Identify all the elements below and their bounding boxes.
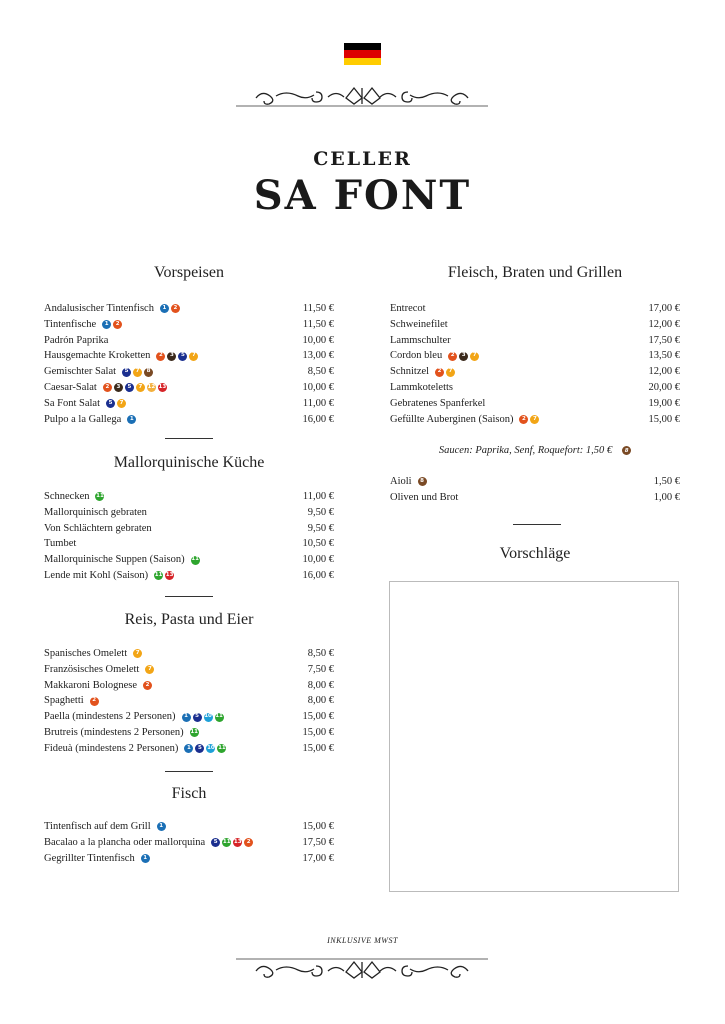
allergen-badge-icon: 2 — [103, 383, 112, 392]
menu-item-name: Mallorquinische Suppen (Saison) — [44, 554, 185, 566]
menu-item — [44, 317, 334, 333]
menu-item-name-wrap — [44, 348, 198, 364]
menu-item-name: Schweinefilet — [390, 318, 448, 330]
menu-item-name-wrap — [390, 333, 451, 349]
allergen-badges — [182, 713, 224, 722]
menu-item-name: Caesar-Salat — [44, 381, 97, 393]
menu-item-name: Sa Font Salat — [44, 397, 101, 409]
allergen-badge-icon: 5 — [211, 838, 220, 847]
menu-item-name-wrap — [44, 333, 108, 349]
menu-item-name: Cordon bleu — [390, 350, 443, 362]
menu-item-name: Lende mit Kohl (Saison) — [44, 569, 149, 581]
menu-item-price: 11,50 € — [302, 318, 334, 330]
menu-item-name-wrap — [44, 505, 147, 521]
menu-item-name-wrap — [390, 490, 458, 506]
menu-item — [44, 396, 334, 412]
footer-note: INKLUSIVE MWST — [327, 936, 398, 945]
allergen-badge-icon: 5 — [193, 713, 202, 722]
menu-item-price: 16,00 € — [302, 569, 334, 581]
allergen-badge-icon: 3 — [167, 352, 176, 361]
allergen-badge-icon: 5 — [125, 383, 134, 392]
menu-item-name: Lammschulter — [390, 334, 451, 346]
menu-item-name: Aioli — [390, 476, 412, 487]
allergen-badges — [519, 415, 539, 424]
menu-item — [44, 552, 334, 568]
menu-item-price: 9,50 € — [307, 506, 334, 518]
menu-item — [44, 709, 334, 725]
menu-item-name-wrap — [44, 568, 174, 584]
mallorquinische-list — [44, 489, 334, 584]
allergen-badges — [435, 368, 455, 377]
allergen-badge-icon: 2 — [519, 415, 528, 424]
menu-item-price: 8,50 € — [307, 648, 334, 659]
menu-item-name: Gegrillter Tintenfisch — [44, 852, 135, 864]
menu-item-price: 11,00 € — [302, 397, 334, 409]
allergen-badges — [106, 399, 126, 408]
allergen-badge-icon: 8 — [144, 368, 153, 377]
divider — [165, 596, 213, 597]
allergen-badge-icon: 2 — [90, 697, 99, 706]
menu-item-price: 11,50 € — [302, 303, 334, 314]
menu-item-price: 7,50 € — [307, 663, 334, 675]
section-title-mallorquinische: Mallorquinische Küche — [113, 454, 265, 471]
allergen-badge-icon: 1 — [160, 304, 169, 313]
menu-item-price: 20,00 € — [648, 381, 680, 393]
menu-item-price: 17,50 € — [648, 334, 680, 346]
menu-item-price: 17,50 € — [302, 836, 334, 848]
allergen-badge-icon: 1 — [184, 744, 193, 753]
menu-item-name-wrap — [44, 835, 253, 851]
menu-item — [390, 333, 680, 349]
divider — [165, 438, 213, 439]
menu-item-name: Gefüllte Auberginen (Saison) — [390, 413, 514, 425]
allergen-badges — [184, 744, 226, 753]
menu-item-name-wrap — [44, 709, 224, 725]
german-flag-icon — [344, 43, 381, 65]
menu-item-name-wrap — [44, 678, 152, 694]
menu-item — [44, 380, 334, 396]
menu-item-price: 15,00 € — [648, 413, 680, 425]
menu-item — [390, 474, 680, 490]
menu-item-price: 1,00 € — [653, 491, 680, 503]
allergen-badges — [154, 571, 174, 580]
allergen-badge-icon: 5 — [106, 399, 115, 408]
allergen-badges — [418, 477, 427, 486]
allergen-badge-icon: 3 — [459, 352, 468, 361]
saucen-note — [390, 445, 680, 456]
menu-item — [44, 835, 334, 851]
allergen-badge-icon: 1 — [141, 854, 150, 863]
allergen-badge-icon: 11 — [95, 492, 104, 501]
menu-item — [44, 348, 334, 364]
menu-item — [44, 505, 334, 521]
menu-item-price: 15,00 € — [302, 742, 334, 754]
menu-item — [390, 490, 680, 506]
menu-item-name: Tintenfisch auf dem Grill — [44, 821, 151, 832]
menu-item — [44, 819, 334, 835]
allergen-badge-icon: 2 — [171, 304, 180, 313]
allergen-badge-icon: 2 — [448, 352, 457, 361]
allergen-badge-icon: 13 — [233, 838, 242, 847]
menu-item — [390, 396, 680, 412]
menu-item-name-wrap — [44, 536, 76, 552]
menu-item — [44, 693, 334, 709]
menu-item-name: Schnecken — [44, 491, 90, 502]
menu-item-name-wrap — [44, 662, 154, 678]
menu-item-name: Paella (mindestens 2 Personen) — [44, 711, 176, 723]
allergen-badge-icon: 13 — [165, 571, 174, 580]
menu-item — [390, 364, 680, 380]
menu-item-name-wrap — [44, 301, 180, 317]
menu-item-name: Bacalao a la plancha oder mallorquina — [44, 836, 206, 848]
allergen-badge-icon: 11 — [190, 728, 199, 737]
allergen-badges — [103, 383, 167, 392]
menu-item — [44, 568, 334, 584]
allergen-badge-icon: 10 — [206, 744, 215, 753]
menu-item — [390, 380, 680, 396]
menu-item-name-wrap — [44, 725, 199, 741]
restaurant-title: SA FONT — [253, 172, 472, 219]
menu-item-name-wrap — [44, 396, 126, 412]
menu-item — [44, 521, 334, 537]
allergen-badge-icon: 10 — [204, 713, 213, 722]
flag-stripe-black — [344, 43, 381, 50]
allergen-badges — [122, 368, 153, 377]
menu-item-price: 19,00 € — [648, 397, 680, 409]
menu-item-price: 12,00 € — [648, 366, 680, 378]
menu-item-price: 10,00 € — [302, 381, 334, 393]
menu-item — [44, 412, 334, 428]
divider — [513, 524, 561, 525]
menu-item-name-wrap — [44, 489, 104, 505]
menu-item-name: Schnitzel — [390, 366, 430, 378]
section-title-vorschlaege: Vorschläge — [499, 545, 571, 562]
menu-item-name-wrap — [390, 396, 485, 412]
menu-item-price: 1,50 € — [653, 476, 680, 487]
saucen-badges — [622, 446, 631, 455]
restaurant-subtitle: CELLER — [313, 148, 412, 170]
allergen-badges — [133, 649, 142, 658]
allergen-badge-icon: 1 — [127, 415, 136, 424]
menu-item-name: Brutreis (mindestens 2 Personen) — [44, 726, 184, 738]
allergen-badges — [190, 728, 199, 737]
allergen-badges — [156, 352, 198, 361]
menu-item-name: Hausgemachte Kroketten — [44, 350, 151, 362]
fleisch-list — [390, 301, 680, 427]
allergen-badge-icon: 8 — [622, 446, 631, 455]
menu-item-name: Padrón Paprika — [44, 334, 109, 346]
allergen-badges — [95, 492, 104, 501]
menu-item-name-wrap — [390, 474, 427, 490]
allergen-badge-icon: 7 — [446, 368, 455, 377]
allergen-badge-icon: 11 — [191, 556, 200, 565]
allergen-badge-icon: 7 — [136, 383, 145, 392]
flag-stripe-red — [344, 50, 381, 57]
menu-item-name-wrap — [390, 380, 453, 396]
menu-item-price: 10,00 € — [302, 334, 334, 346]
menu-item-price: 17,00 € — [302, 852, 334, 864]
menu-item-name: Mallorquinisch gebraten — [44, 506, 147, 518]
saucen-text: Saucen: Paprika, Senf, Roquefort: 1,50 € — [438, 445, 613, 456]
allergen-badges — [145, 665, 154, 674]
allergen-badge-icon: 7 — [133, 649, 142, 658]
menu-item — [390, 412, 680, 428]
menu-item-name-wrap — [44, 741, 226, 757]
menu-item-name-wrap — [390, 317, 448, 333]
menu-item — [44, 678, 334, 694]
menu-item-name-wrap — [44, 819, 166, 835]
menu-item — [44, 536, 334, 552]
menu-item — [44, 662, 334, 678]
allergen-badge-icon: 7 — [470, 352, 479, 361]
allergen-badges — [90, 697, 99, 706]
menu-item-name-wrap — [44, 693, 99, 709]
menu-item-name: Fideuà (mindestens 2 Personen) — [44, 742, 179, 754]
allergen-badge-icon: 11 — [217, 744, 226, 753]
menu-item-name-wrap — [44, 851, 150, 867]
menu-item-name-wrap — [390, 364, 455, 380]
menu-item-price: 16,00 € — [302, 413, 334, 425]
top-ornament-icon — [236, 84, 488, 110]
menu-item-price: 11,00 € — [302, 491, 334, 502]
allergen-badge-icon: 5 — [178, 352, 187, 361]
allergen-badges — [160, 304, 180, 313]
allergen-badge-icon: 2 — [143, 681, 152, 690]
menu-item — [44, 851, 334, 867]
allergen-badges — [102, 320, 122, 329]
allergen-badge-icon: 2 — [244, 838, 253, 847]
allergen-badges — [191, 556, 200, 565]
menu-item-price: 8,50 € — [307, 366, 334, 378]
allergen-badge-icon: 1 — [102, 320, 111, 329]
menu-item — [44, 364, 334, 380]
menu-item-name-wrap — [44, 552, 200, 568]
menu-item-name-wrap — [390, 301, 426, 317]
menu-item-name: Spaghetti — [44, 695, 84, 707]
menu-item-name: Tumbet — [44, 538, 77, 550]
menu-item — [44, 741, 334, 757]
section-title-fisch: Fisch — [171, 785, 207, 802]
menu-item-name: Von Schlächtern gebraten — [44, 522, 152, 534]
menu-item-name-wrap — [44, 364, 153, 380]
allergen-badge-icon: 7 — [530, 415, 539, 424]
allergen-badges — [448, 352, 479, 361]
allergen-badge-icon: 8 — [418, 477, 427, 486]
menu-item-name-wrap — [44, 646, 142, 662]
menu-item-price: 10,00 € — [302, 554, 334, 566]
allergen-badge-icon: 5 — [122, 368, 131, 377]
menu-item-name-wrap — [44, 380, 167, 396]
section-title-vorspeisen: Vorspeisen — [154, 264, 224, 281]
bottom-ornament-icon — [236, 955, 488, 981]
flag-stripe-gold — [344, 58, 381, 65]
allergen-badges — [127, 415, 136, 424]
menu-item-name: Pulpo a la Gallega — [44, 413, 122, 425]
allergen-badges — [211, 838, 253, 847]
allergen-badge-icon: 12 — [147, 383, 156, 392]
menu-item-name: Gebratenes Spanferkel — [390, 397, 486, 409]
menu-item-name: Tintenfische — [44, 318, 97, 330]
menu-item-name-wrap — [390, 348, 479, 364]
menu-item-name-wrap — [44, 412, 136, 428]
allergen-badge-icon: 7 — [145, 665, 154, 674]
menu-item — [44, 725, 334, 741]
allergen-badges — [143, 681, 152, 690]
allergen-badge-icon: 13 — [158, 383, 167, 392]
menu-item-name: Andalusischer Tintenfisch — [44, 303, 154, 314]
menu-item-price: 17,00 € — [648, 303, 680, 314]
menu-item-name: Spanisches Omelett — [44, 648, 128, 659]
menu-item-price: 10,50 € — [302, 538, 334, 550]
menu-item-name-wrap — [44, 521, 152, 537]
allergen-badge-icon: 2 — [113, 320, 122, 329]
divider — [165, 771, 213, 772]
menu-item — [390, 301, 680, 317]
menu-item-name: Lammkoteletts — [390, 381, 453, 393]
allergen-badge-icon: 7 — [189, 352, 198, 361]
menu-item-price: 9,50 € — [307, 522, 334, 534]
menu-item-price: 13,00 € — [302, 350, 334, 362]
menu-item-price: 15,00 € — [302, 726, 334, 738]
menu-item-name: Entrecot — [390, 303, 426, 314]
allergen-badge-icon: 11 — [215, 713, 224, 722]
allergen-badge-icon: 11 — [154, 571, 163, 580]
menu-item-price: 15,00 € — [302, 711, 334, 723]
allergen-badge-icon: 1 — [157, 822, 166, 831]
allergen-badge-icon: 2 — [156, 352, 165, 361]
menu-item-name-wrap — [44, 317, 122, 333]
allergen-badge-icon: 7 — [117, 399, 126, 408]
allergen-badge-icon: 11 — [222, 838, 231, 847]
menu-item-name: Makkaroni Bolognese — [44, 679, 138, 691]
menu-item-price: 8,00 € — [307, 679, 334, 691]
allergen-badge-icon: 5 — [195, 744, 204, 753]
menu-item-name: Oliven und Brot — [390, 491, 459, 503]
fisch-list — [44, 819, 334, 866]
allergen-badges — [141, 854, 150, 863]
section-title-reis: Reis, Pasta und Eier — [124, 611, 254, 628]
menu-item-price: 8,00 € — [307, 695, 334, 707]
extras-list — [390, 474, 680, 506]
menu-item-price: 13,50 € — [648, 350, 680, 362]
allergen-badge-icon: 7 — [133, 368, 142, 377]
reis-list — [44, 646, 334, 757]
menu-item-price: 12,00 € — [648, 318, 680, 330]
allergen-badge-icon: 3 — [114, 383, 123, 392]
menu-item — [44, 333, 334, 349]
vorspeisen-list — [44, 301, 334, 427]
menu-item-name-wrap — [390, 412, 539, 428]
menu-item — [44, 301, 334, 317]
menu-item-price: 15,00 € — [302, 821, 334, 832]
section-title-fleisch: Fleisch, Braten und Grillen — [447, 264, 623, 281]
menu-item — [44, 489, 334, 505]
allergen-badges — [157, 822, 166, 831]
menu-item — [390, 317, 680, 333]
allergen-badge-icon: 2 — [435, 368, 444, 377]
menu-item-name: Gemischter Salat — [44, 366, 117, 378]
vorschlaege-box — [389, 581, 679, 892]
menu-item — [44, 646, 334, 662]
menu-item-name: Französisches Omelett — [44, 663, 140, 675]
menu-item — [390, 348, 680, 364]
allergen-badge-icon: 1 — [182, 713, 191, 722]
